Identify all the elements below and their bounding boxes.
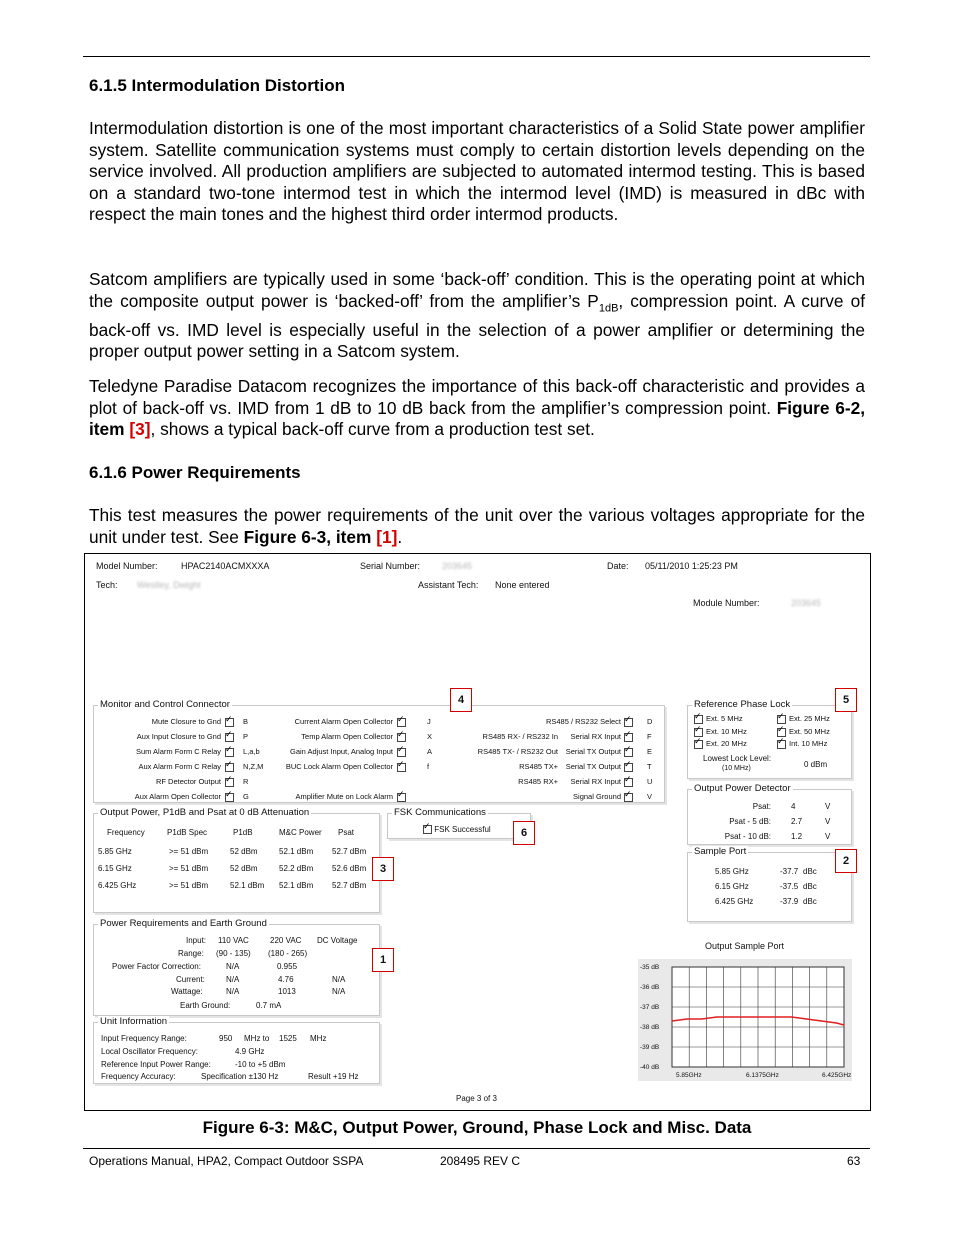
detector-value: 2.7	[791, 817, 803, 826]
connector-sublabel: Serial RX Input	[570, 777, 621, 786]
data-point	[746, 1016, 747, 1017]
pfc-value: 0.955	[277, 962, 298, 971]
x-tick-label: 6.425GHz	[822, 1072, 852, 1079]
figure-reference[interactable]: Figure 6-2, item	[89, 397, 865, 440]
connector-label: Current Alarm Open Collector	[294, 717, 393, 726]
current-value: 4.76	[278, 975, 294, 984]
connector-pin: V	[647, 792, 653, 801]
x-tick-label: 5.85GHz	[676, 1072, 702, 1079]
data-point	[821, 1020, 822, 1021]
connector-pin: f	[427, 762, 430, 771]
checkbox-icon	[225, 748, 234, 757]
connector-pin: P	[243, 732, 249, 741]
unit-info-value: 4.9 GHz	[235, 1047, 265, 1056]
output-power-detector-panel	[687, 783, 852, 845]
connector-pin: A	[427, 747, 433, 756]
paragraph-imd-intro: Intermodulation distortion is one of the most important characteristics of a Solid State power amplifier system. Satellite communication systems must comply to certain distortion levels depending on the service involved. All production amplifiers are subjected to automated intermod testing. This is based on a standard two-tone intermod test in which the intermod level (IMD) is measured in dBc with respect the main tones and the highest third order intermod products.	[89, 118, 865, 225]
callout-2: 2	[835, 849, 857, 873]
sample-freq: 5.85 GHz	[715, 867, 749, 876]
unit-info-label: Reference Input Power Range:	[101, 1060, 211, 1069]
section-heading-615: 6.1.5 Intermodulation Distortion	[89, 76, 345, 95]
assistant-label: Assistant Tech:	[418, 580, 479, 590]
data-point	[843, 1024, 844, 1025]
wattage-value: N/A	[332, 987, 346, 996]
unit-info-value: -10 to +5 dBm	[235, 1060, 286, 1069]
unit-info-value: MHz to	[244, 1034, 270, 1043]
footer-left: Operations Manual, HPA2, Compact Outdoor SSPA	[89, 1154, 364, 1168]
fsk-item: ✓ FSK Successful	[423, 825, 491, 834]
x-tick-label: 6.1375GHz	[746, 1072, 779, 1079]
date-label: Date:	[607, 561, 629, 571]
connector-label: BUC Lock Alarm Open Collector	[285, 762, 393, 771]
checkbox-icon	[225, 793, 234, 802]
connector-label: RS485 RX+	[518, 777, 558, 786]
ref-option: Int. 10 MHz	[789, 739, 828, 748]
y-tick-label: -39 dB	[640, 1044, 660, 1051]
ref-option: Ext. 10 MHz	[706, 727, 747, 736]
checkbox-icon	[624, 763, 633, 772]
connector-label: Aux Input Closure to Gnd	[136, 732, 221, 741]
table-cell: 52.6 dBm	[332, 864, 367, 873]
input-label: Input:	[186, 936, 207, 945]
table-header: Psat	[338, 828, 355, 837]
chart-title: Output Sample Port	[705, 941, 785, 951]
data-point	[761, 1016, 762, 1017]
input-value: 220 VAC	[270, 936, 302, 945]
data-point	[701, 1018, 702, 1019]
sample-value: -37.7	[780, 867, 799, 876]
unit-info-value: 950	[219, 1034, 233, 1043]
connector-pin: E	[647, 747, 653, 756]
module-label: Module Number:	[693, 598, 760, 608]
range-label: Range:	[178, 949, 204, 958]
connector-label: RS485 RX- / RS232 In	[482, 732, 558, 741]
unit-info-label: Local Oscillator Frequency:	[101, 1047, 198, 1056]
checkbox-icon	[624, 778, 633, 787]
connector-label: Sum Alarm Form C Relay	[135, 747, 221, 756]
panel-title: Sample Port	[694, 846, 747, 857]
callout-3: 3	[372, 857, 394, 881]
callout-6: 6	[513, 821, 535, 845]
checkbox-icon	[225, 778, 234, 787]
data-point	[776, 1016, 777, 1017]
lowest-lock-value: 0 dBm	[804, 760, 828, 769]
callout-1: 1	[372, 948, 394, 972]
ref-option: Ext. 50 MHz	[789, 727, 830, 736]
wattage-value: 1013	[278, 987, 296, 996]
tech-value: Westley, Dwight	[137, 580, 201, 590]
detector-unit: V	[825, 802, 831, 811]
footer-rule	[83, 1148, 870, 1149]
table-header: M&C Power	[279, 828, 322, 837]
table-cell: 6.15 GHz	[98, 864, 132, 873]
serial-label: Serial Number:	[360, 561, 421, 571]
sample-unit: dBc	[803, 867, 817, 876]
chart-svg	[638, 959, 852, 1081]
connector-label: RS485 / RS232 Select	[545, 717, 621, 726]
model-label: Model Number:	[96, 561, 158, 571]
figure-caption: Figure 6-3: M&C, Output Power, Ground, Phase Lock and Misc. Data	[202, 1118, 752, 1137]
table-cell: 52.7 dBm	[332, 847, 367, 856]
table-cell: 52 dBm	[230, 847, 258, 856]
sample-value: -37.9	[780, 897, 799, 906]
connector-label: Gain Adjust Input, Analog Input	[290, 747, 393, 756]
assistant-value: None entered	[495, 580, 550, 590]
input-value: DC Voltage	[317, 936, 358, 945]
current-value: N/A	[226, 975, 240, 984]
connector-pin: D	[647, 717, 653, 726]
table-cell: 52.2 dBm	[279, 864, 314, 873]
checkbox-icon	[397, 793, 406, 802]
wattage-label: Wattage:	[171, 987, 203, 996]
panel-title: Power Requirements and Earth Ground	[100, 918, 267, 929]
footer-page-number: 63	[847, 1154, 861, 1168]
table-header: Frequency	[107, 828, 145, 837]
detector-unit: V	[825, 817, 831, 826]
unit-information-panel	[93, 1016, 380, 1084]
output-power-panel	[93, 807, 380, 913]
table-cell: >= 51 dBm	[169, 847, 209, 856]
connector-pin: L,a,b	[243, 747, 260, 756]
detector-label: Psat - 5 dB:	[729, 817, 771, 826]
range-value: (180 - 265)	[268, 949, 308, 958]
connector-label: Signal Ground	[573, 792, 621, 801]
checkbox-icon	[694, 740, 703, 749]
data-point	[731, 1016, 732, 1017]
date-value: 05/11/2010 1:25:23 PM	[645, 561, 738, 571]
connector-label: Aux Alarm Form C Relay	[138, 762, 221, 771]
earth-ground-value: 0.7 mA	[256, 1001, 282, 1010]
detector-label: Psat:	[752, 802, 771, 811]
y-tick-label: -35 dB	[640, 964, 660, 971]
table-header: P1dB Spec	[167, 828, 208, 837]
data-point	[806, 1018, 807, 1019]
unit-info-label: Input Frequency Range:	[101, 1034, 187, 1043]
data-point	[671, 1020, 672, 1021]
unit-info-value: Specification ±130 Hz	[201, 1072, 279, 1081]
connector-label: Temp Alarm Open Collector	[301, 732, 393, 741]
data-point	[686, 1018, 687, 1019]
model-value: HPAC2140ACMXXXA	[181, 561, 270, 571]
module-value: 203645	[791, 598, 822, 608]
checkbox-icon	[397, 733, 406, 742]
lowest-lock-label: Lowest Lock Level:	[703, 754, 772, 763]
table-cell: 52.1 dBm	[230, 881, 265, 890]
pfc-label: Power Factor Correction:	[112, 962, 201, 971]
connector-label: Amplifier Mute on Lock Alarm	[295, 792, 393, 801]
unit-info-label: Frequency Accuracy:	[101, 1072, 176, 1081]
connector-label: RS485 TX- / RS232 Out	[477, 747, 558, 756]
checkbox-icon	[397, 718, 406, 727]
paragraph-backoff: Satcom amplifiers are typically used in some ‘back-off’ condition. This is the operating point at which the composite output power is ‘backed-off’ from the amplifier’s $P_{1dB}$, compression point. A curve of back-off vs. IMD level is especially useful in the selection of a power amplifier or determining the proper output power setting in a Satcom system.	[89, 269, 866, 362]
checkbox-icon	[225, 733, 234, 742]
checkbox-icon	[397, 748, 406, 757]
table-cell: 6.425 GHz	[98, 881, 137, 890]
connector-pin: X	[427, 732, 433, 741]
paragraph-power-req: This test measures the power requirements of the unit over the various voltages appropriate for the unit under test. See Figure 6-3, item [1].	[89, 505, 865, 547]
sample-unit: dBc	[803, 882, 817, 891]
connector-label: RF Detector Output	[155, 777, 221, 786]
table-cell: 5.85 GHz	[98, 847, 132, 856]
data-point	[836, 1022, 837, 1023]
reference-phase-lock-panel	[687, 699, 852, 779]
table-cell: 52 dBm	[230, 864, 258, 873]
checkbox-icon	[624, 733, 633, 742]
figure-reference[interactable]: Figure 6-3, item	[243, 526, 377, 547]
checkbox-icon	[777, 715, 786, 724]
data-point	[716, 1016, 717, 1017]
monitor-control-panel	[93, 699, 665, 803]
ref-option: Ext. 20 MHz	[706, 739, 747, 748]
table-header: P1dB	[233, 828, 253, 837]
top-rule	[83, 56, 870, 57]
connector-label: RS485 TX+	[519, 762, 558, 771]
sample-freq: 6.15 GHz	[715, 882, 749, 891]
checkbox-icon	[397, 763, 406, 772]
panel-title: Monitor and Control Connector	[100, 699, 230, 710]
table-cell: >= 51 dBm	[169, 881, 209, 890]
connector-label: Aux Alarm Open Collector	[134, 792, 221, 801]
test-report-figure	[84, 553, 871, 1111]
checkbox-icon	[423, 825, 432, 834]
output-sample-port-chart	[638, 959, 852, 1081]
checkbox-icon	[225, 763, 234, 772]
connector-pin: U	[647, 777, 653, 786]
connector-pin: F	[647, 732, 652, 741]
section-heading-616: 6.1.6 Power Requirements	[89, 463, 301, 482]
panel-title: Output Power, P1dB and Psat at 0 dB Attenuation	[100, 807, 310, 818]
connector-pin: T	[647, 762, 652, 771]
connector-pin: B	[243, 717, 249, 726]
connector-sublabel: Serial TX Output	[565, 747, 621, 756]
power-requirements-panel	[93, 918, 380, 1016]
current-label: Current:	[176, 975, 205, 984]
unit-info-value: 1525	[279, 1034, 297, 1043]
checkbox-icon	[624, 748, 633, 757]
current-value: N/A	[332, 975, 346, 984]
paragraph-teledyne: Teledyne Paradise Datacom recognizes the importance of this back-off characteristic and provides a plot of back-off vs. IMD from 1 dB to 10 dB back from the amplifier’s compression point. Figure 6-2, item [3], shows a typical back-off curve from a production test set.	[89, 376, 865, 440]
wattage-value: N/A	[226, 987, 240, 996]
detector-value: 4	[791, 802, 796, 811]
y-tick-label: -38 dB	[640, 1024, 660, 1031]
checkbox-icon	[624, 793, 633, 802]
checkbox-icon	[225, 718, 234, 727]
table-cell: 52.1 dBm	[279, 881, 314, 890]
serial-value: 203645	[442, 561, 473, 571]
item-reference[interactable]: [3]	[129, 419, 151, 440]
table-cell: 52.7 dBm	[332, 881, 367, 890]
unit-info-value: MHz	[310, 1034, 327, 1043]
panel-title: Reference Phase Lock	[694, 699, 791, 710]
connector-pin: G	[243, 792, 249, 801]
tech-label: Tech:	[96, 580, 118, 590]
unit-info-value: Result +19 Hz	[308, 1072, 359, 1081]
earth-ground-label: Earth Ground:	[180, 1001, 231, 1010]
ref-option: Ext. 5 MHz	[706, 714, 743, 723]
connector-sublabel: Serial TX Output	[565, 762, 621, 771]
sample-freq: 6.425 GHz	[715, 897, 754, 906]
checkbox-icon	[777, 740, 786, 749]
detector-unit: V	[825, 832, 831, 841]
checkbox-icon	[694, 715, 703, 724]
y-tick-label: -36 dB	[640, 984, 660, 991]
callout-5: 5	[835, 688, 857, 712]
table-cell: >= 51 dBm	[169, 864, 209, 873]
data-point	[791, 1016, 792, 1017]
table-cell: 52.1 dBm	[279, 847, 314, 856]
detector-value: 1.2	[791, 832, 803, 841]
y-tick-label: -37 dB	[640, 1004, 660, 1011]
panel-title: Output Power Detector	[694, 783, 791, 794]
connector-pin: J	[427, 717, 431, 726]
footer-center: 208495 REV C	[440, 1154, 521, 1168]
sample-value: -37.5	[780, 882, 799, 891]
connector-pin: R	[243, 777, 249, 786]
ref-option: Ext. 25 MHz	[789, 714, 830, 723]
page-label: Page 3 of 3	[456, 1094, 497, 1103]
callout-4: 4	[450, 688, 472, 712]
connector-pin: N,Z,M	[243, 762, 264, 771]
connector-sublabel: Serial RX Input	[570, 732, 621, 741]
checkbox-icon	[624, 718, 633, 727]
lowest-lock-sub: (10 MHz)	[722, 765, 751, 772]
fsk-panel	[387, 807, 531, 839]
sample-port-panel	[687, 846, 852, 922]
item-reference[interactable]: [1]	[376, 526, 398, 547]
pfc-value: N/A	[226, 962, 240, 971]
input-value: 110 VAC	[218, 936, 249, 945]
panel-title: Unit Information	[100, 1016, 168, 1027]
range-value: (90 - 135)	[216, 949, 251, 958]
connector-label: Mute Closure to Gnd	[151, 717, 221, 726]
sample-unit: dBc	[803, 897, 817, 906]
panel-title: FSK Communications	[394, 807, 486, 818]
y-tick-label: -40 dB	[640, 1064, 660, 1071]
detector-label: Psat - 10 dB:	[724, 832, 771, 841]
